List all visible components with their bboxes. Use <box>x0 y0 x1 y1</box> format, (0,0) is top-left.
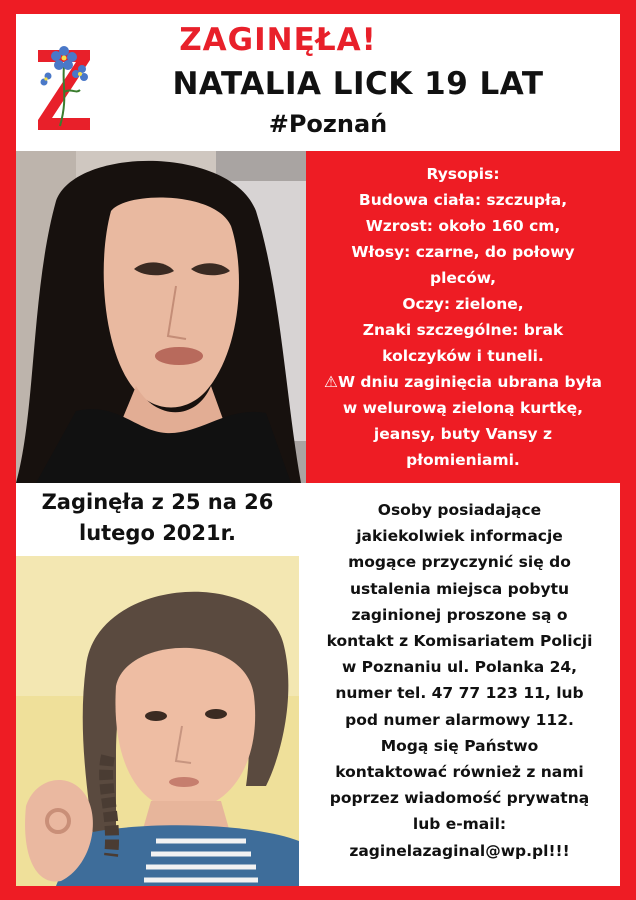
contact-line: w Poznaniu ul. Polanka 24, <box>341 658 578 677</box>
disappearance-date <box>16 483 299 556</box>
contact-line: zaginionej proszone są o <box>351 605 568 624</box>
contact-line: Osoby posiadające <box>377 501 542 519</box>
contact-email[interactable]: zaginelazaginal@wp.pl!!! <box>349 841 570 860</box>
contact-line: kontaktować również z nami <box>335 763 584 782</box>
description-line: płomieniami. <box>406 451 520 469</box>
contact-line: jakiekolwiek informacje <box>356 527 563 546</box>
physical-description <box>306 151 620 483</box>
description-line: Wzrost: około 160 cm, <box>365 217 561 235</box>
missing-person-name: NATALIA LICK 19 LAT <box>172 66 544 102</box>
contact-line: Mogą się Państwo <box>380 736 539 755</box>
date-line: Zaginęła z 25 na 26 <box>41 490 274 514</box>
contact-line: mogące przyczynić się do <box>348 553 571 572</box>
contact-line: lub e-mail: <box>412 815 507 834</box>
description-line: w welurową zieloną kurtkę, <box>342 399 584 417</box>
missing-person-photo-2 <box>16 556 299 886</box>
description-line: Włosy: czarne, do połowy <box>351 243 575 261</box>
description-line: kolczyków i tuneli. <box>382 347 544 365</box>
location-hashtag: #Poznań <box>268 110 388 138</box>
contact-line: pod numer alarmowy 112. <box>345 710 574 729</box>
contact-line: kontakt z Komisariatem Policji <box>326 632 593 651</box>
contact-line: poprzez wiadomość prywatną <box>329 789 590 808</box>
contact-line: ustalenia miejsca pobytu <box>349 579 570 598</box>
contact-line: numer tel. 47 77 123 11, lub <box>335 684 584 703</box>
contact-information <box>299 483 620 886</box>
description-line: Budowa ciała: szczupła, <box>358 191 568 209</box>
description-line: Rysopis: <box>426 165 500 183</box>
missing-person-photo-1 <box>16 151 306 483</box>
missing-headline: ZAGINĘŁA! <box>179 22 377 58</box>
description-line: jeansy, buty Vansy z <box>373 425 553 443</box>
description-line: Oczy: zielone, <box>402 295 524 313</box>
description-line: ⚠W dniu zaginięcia ubrana była <box>324 373 602 391</box>
description-line: pleców, <box>430 269 496 287</box>
poster-header <box>16 14 620 151</box>
description-line: Znaki szczególne: brak <box>362 321 564 339</box>
date-line: lutego 2021r. <box>79 521 236 545</box>
